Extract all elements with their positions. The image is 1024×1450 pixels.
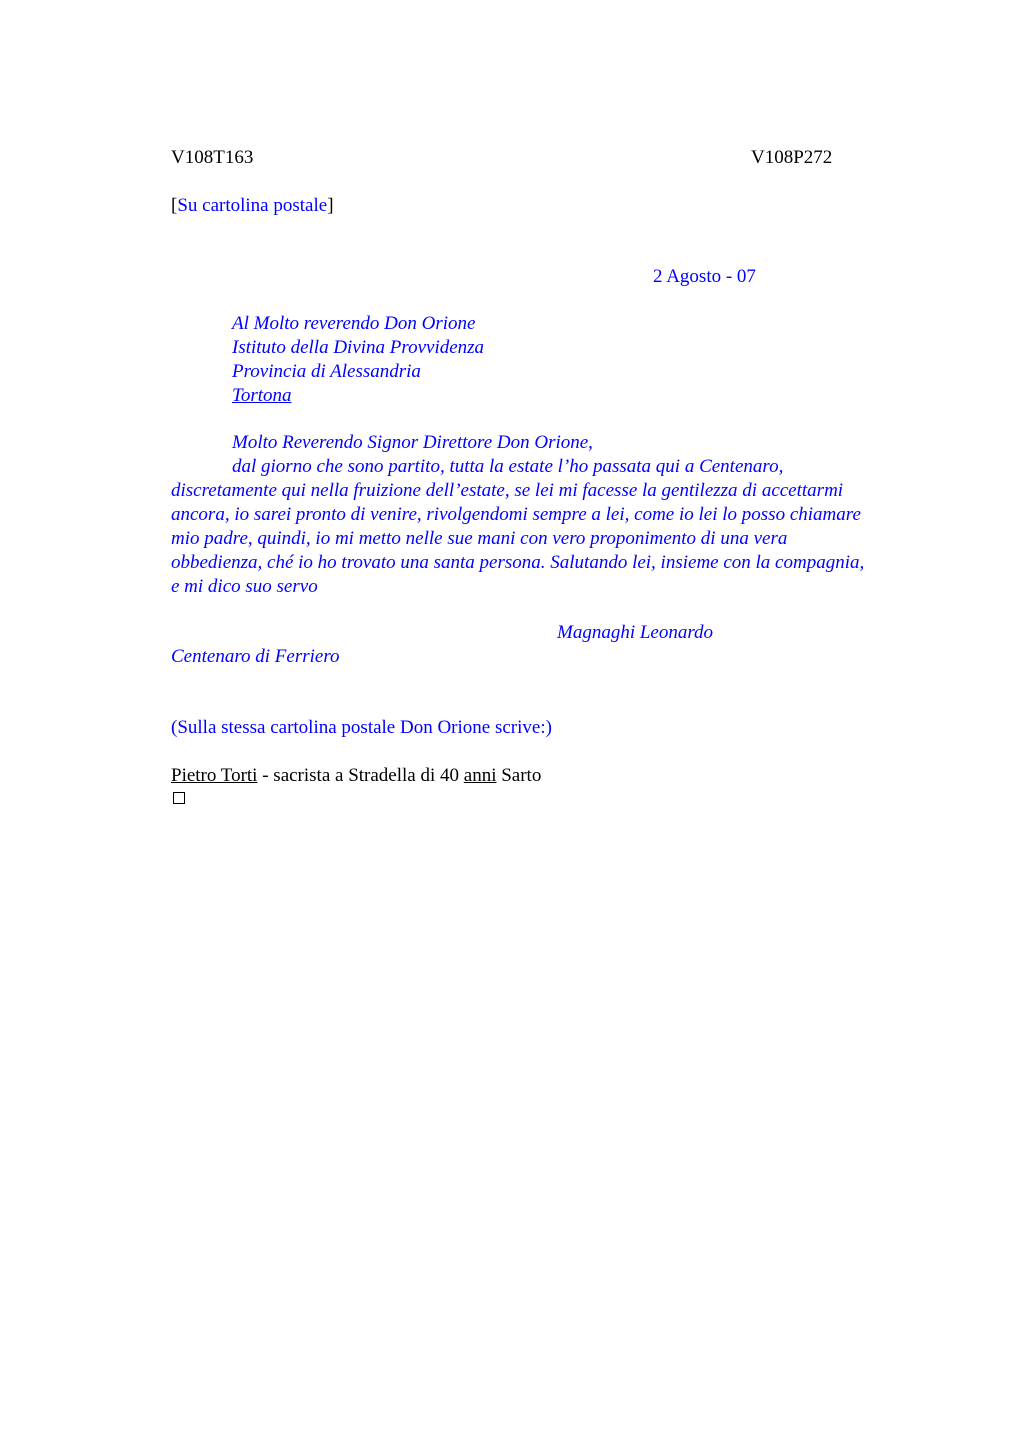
- body-line: e mi dico suo servo: [171, 576, 318, 597]
- checkbox-symbol: [173, 792, 185, 804]
- postcard-note: [171, 194, 334, 218]
- address-city: Tortona: [232, 385, 292, 406]
- annotation-end: Sarto: [496, 765, 542, 786]
- annotation-anni: anni: [463, 765, 497, 786]
- body-line: obbedienza, ché io ho trovato una santa persona. Salutando lei, insieme con la compagnia,: [171, 552, 865, 573]
- annotation-middle: - sacrista a Stradella di 40: [257, 765, 464, 786]
- document-code-right: V108P272: [751, 147, 833, 168]
- recipient-address: [232, 312, 484, 408]
- letter-salutation: Molto Reverendo Signor Direttore Don Orione,: [232, 432, 593, 453]
- letter-body: [171, 455, 931, 599]
- letter-place: Centenaro di Ferriero: [171, 646, 340, 667]
- annotation-line: [171, 764, 541, 788]
- address-line: Istituto della Divina Provvidenza: [232, 337, 485, 358]
- body-line: dal giorno che sono partito, tutta la estate l’ho passata qui a Centenaro,: [232, 456, 784, 477]
- postcard-note-text: Su cartolina postale: [177, 195, 328, 216]
- open-bracket: [: [171, 195, 178, 216]
- body-line: ancora, io sarei pronto di venire, rivolgendomi sempre a lei, come io lei lo posso chiamare: [171, 504, 861, 525]
- annotation-name: Pietro Torti: [171, 765, 258, 786]
- body-line: discretamente qui nella fruizione dell’estate, se lei mi facesse la gentilezza di accettarmi: [171, 480, 844, 501]
- letter-date: 2 Agosto - 07: [653, 266, 756, 287]
- address-line: Al Molto reverendo Don Orione: [232, 313, 476, 334]
- close-bracket: ]: [327, 195, 334, 216]
- document-code-left: V108T163: [171, 147, 254, 168]
- address-line: Provincia di Alessandria: [232, 361, 421, 382]
- body-line: mio padre, quindi, io mi metto nelle sue mani con vero proponimento di una vera: [171, 528, 788, 549]
- annotation-note: (Sulla stessa cartolina postale Don Orione scrive:): [171, 717, 552, 738]
- letter-signature: Magnaghi Leonardo: [557, 622, 714, 643]
